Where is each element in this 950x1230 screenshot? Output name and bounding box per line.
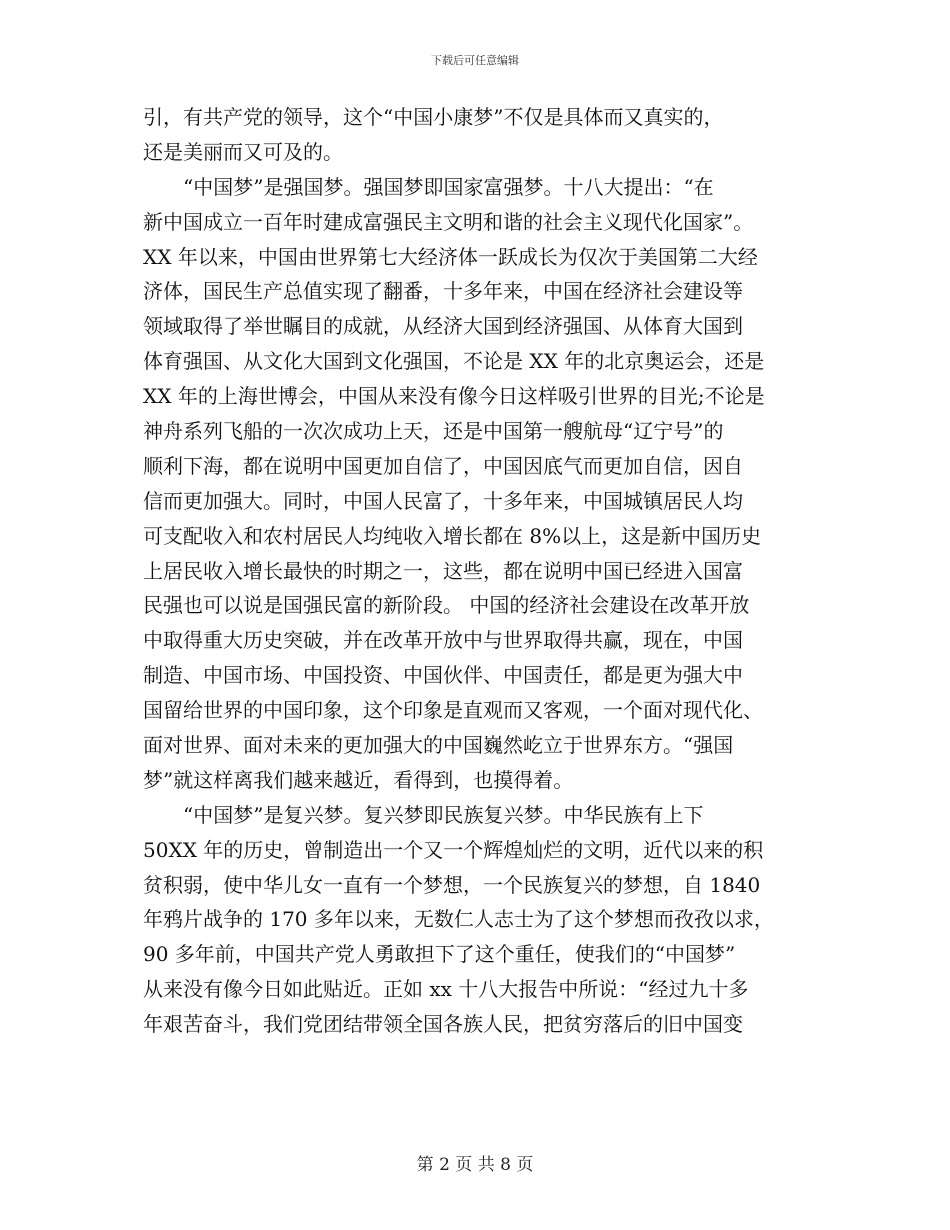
text-line: 新中国成立一百年时建成富强民主文明和谐的社会主义现代化国家”。 <box>143 209 754 234</box>
text-line: 梦”就这样离我们越来越近，看得到，也摸得着。 <box>143 767 574 792</box>
text-line: 上居民收入增长最快的时期之一，这些，都在说明中国已经进入国富 <box>143 558 743 583</box>
text-line: 面对世界、面对未来的更加强大的中国巍然屹立于世界东方。“强国 <box>143 733 734 758</box>
text-line: 济体，国民生产总值实现了翻番，十多年来，中国在经济社会建设等 <box>143 279 743 304</box>
text-line: 50XX 年的历史，曾制造出一个又一个辉煌灿烂的文明，近代以来的积 <box>143 837 764 862</box>
text-line: 可支配收入和农村居民人均纯收入增长都在 8%以上，这是新中国历史 <box>143 523 762 548</box>
text-line: “中国梦”是复兴梦。复兴梦即民族复兴梦。中华民族有上下 <box>183 802 704 827</box>
page-header: 下载后可任意编辑 <box>431 54 519 67</box>
text-line: XX 年的上海世博会，中国从来没有像今日这样吸引世界的目光;不论是 <box>143 384 765 409</box>
text-line: 领域取得了举世瞩目的成就，从经济大国到经济强国、从体育大国到 <box>143 314 743 339</box>
text-line: 还是美丽而又可及的。 <box>143 139 343 164</box>
text-line: 年艰苦奋斗，我们党团结带领全国各族人民，把贫穷落后的旧中国变 <box>143 1012 743 1037</box>
text-line: 贫积弱，使中华儿女一直有一个梦想，一个民族复兴的梦想，自 1840 <box>143 872 761 897</box>
text-line: XX 年以来，中国由世界第七大经济体一跃成长为仅次于美国第二大经 <box>143 244 758 269</box>
text-line: 90 多年前，中国共产党人勇敢担下了这个重任，使我们的“中国梦” <box>143 942 736 967</box>
page-footer: 第 2 页 共 8 页 <box>416 1155 534 1175</box>
document-body <box>143 100 813 1042</box>
text-line: 民强也可以说是国强民富的新阶段。 中国的经济社会建设在改革开放 <box>143 593 750 618</box>
text-line: 引，有共产党的领导，这个“中国小康梦”不仅是具体而又真实的， <box>143 105 724 129</box>
text-line: 国留给世界的中国印象，这个印象是直观而又客观，一个面对现代化、 <box>143 698 763 723</box>
text-line: 制造、中国市场、中国投资、中国伙伴、中国责任，都是更为强大中 <box>143 663 743 688</box>
text-line: “中国梦”是强国梦。强国梦即国家富强梦。十八大提出：“在 <box>183 174 714 199</box>
text-line: 从来没有像今日如此贴近。正如 xx 十八大报告中所说：“经过九十多 <box>143 977 749 1002</box>
text-line: 信而更加强大。同时，中国人民富了，十多年来，中国城镇居民人均 <box>143 488 743 513</box>
text-line: 顺利下海，都在说明中国更加自信了，中国因底气而更加自信，因自 <box>143 453 743 478</box>
text-line: 体育强国、从文化大国到文化强国，不论是 XX 年的北京奥运会，还是 <box>143 349 765 374</box>
text-line: 中取得重大历史突破，并在改革开放中与世界取得共赢，现在，中国 <box>143 628 743 653</box>
text-line: 年鸦片战争的 170 多年以来，无数仁人志士为了这个梦想而孜孜以求， <box>143 907 774 932</box>
text-line: 神舟系列飞船的一次次成功上天，还是中国第一艘航母“辽宁号”的 <box>143 419 724 444</box>
